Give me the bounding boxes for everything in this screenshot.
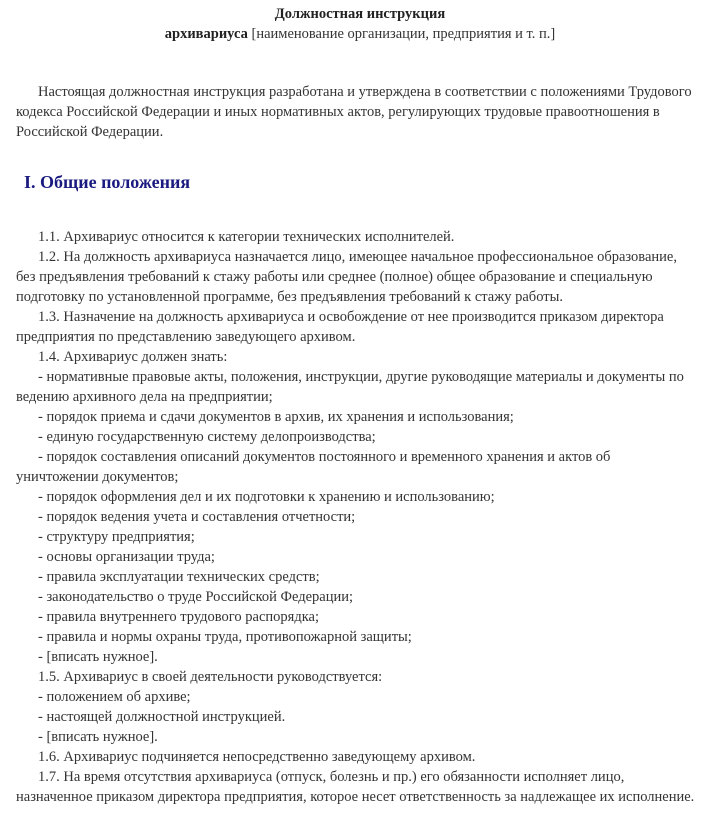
paragraph: 1.1. Архивариус относится к категории технических исполнителей. [38,229,455,245]
document-subtitle [0,24,706,44]
section-heading: I. Общие положения [24,172,191,192]
list-item: - порядок оформления дел и их подготовки к хранению и использованию; [38,489,495,505]
subtitle-organization-placeholder: [наименование организации, предприятия и т. п.] [247,26,556,42]
paragraph: 1.4. Архивариус должен знать: [38,349,228,365]
intro-paragraph: Настоящая должностная инструкция разработана и утверждена в соответствии с положениями Трудового кодекса Российской Федерации и иных нормативных актов, регулирующих трудовые правоотношения в Российской Федерации. [16,84,692,140]
list-item: - настоящей должностной инструкцией. [38,709,286,725]
list-item: - нормативные правовые акты, положения, инструкции, другие руководящие материалы и документы по ведению архивного дела на предприятии; [16,369,684,405]
subtitle-position: архивариуса [164,26,248,42]
paragraph: 1.7. На время отсутствия архивариуса (отпуск, болезнь и пр.) его обязанности исполняет лицо, назначенное приказом директора предприятия, которое несет ответственность за надлежащее их исполнение. [16,769,695,805]
list-item: - правила эксплуатации технических средств; [38,569,320,585]
paragraph: 1.6. Архивариус подчиняется непосредственно заведующему архивом. [38,749,476,765]
list-item: - законодательство о труде Российской Федерации; [38,589,354,605]
document-title: Должностная инструкция [274,6,446,22]
list-item: - правила и нормы охраны труда, противопожарной защиты; [38,629,412,645]
paragraph: 1.2. На должность архивариуса назначается лицо, имеющее начальное профессиональное образование, без предъявления требований к стажу работы или среднее (полное) общее образование и специальную подготовку по установленной программе, без предъявления требований к стажу работы. [16,249,677,305]
section-body [16,227,696,807]
list-item: - [вписать нужное]. [38,729,158,745]
list-item: - единую государственную систему делопроизводства; [38,429,376,445]
list-item: - правила внутреннего трудового распорядка; [38,609,319,625]
list-item: - порядок составления описаний документов постоянного и временного хранения и актов об уничтожении документов; [16,449,611,485]
list-item: - основы организации труда; [38,549,215,565]
list-item: - порядок приема и сдачи документов в архив, их хранения и использования; [38,409,514,425]
list-item: - порядок ведения учета и составления отчетности; [38,509,356,525]
list-item: - [вписать нужное]. [38,649,158,665]
paragraph: 1.5. Архивариус в своей деятельности руководствуется: [38,669,383,685]
list-item: - положением об архиве; [38,689,191,705]
paragraph: 1.3. Назначение на должность архивариуса и освобождение от нее производится приказом директора предприятия по представлению заведующего архивом. [16,309,664,345]
list-item: - структуру предприятия; [38,529,195,545]
